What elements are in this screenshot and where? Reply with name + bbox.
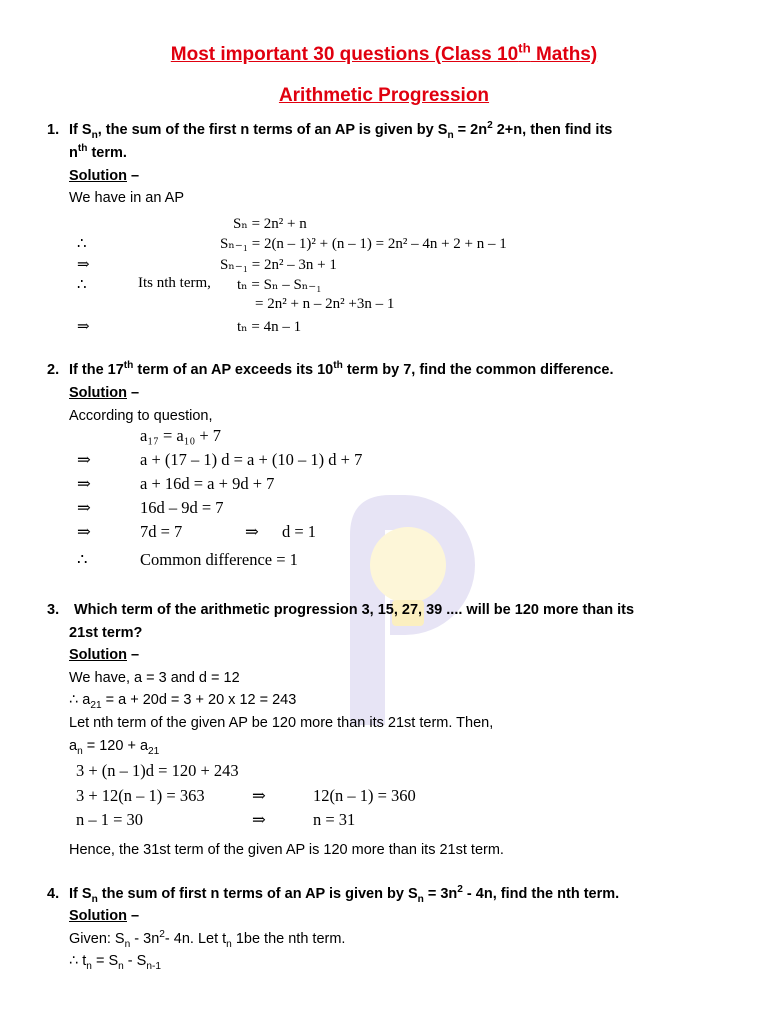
math-line: d = 1 (282, 522, 317, 541)
solution-text: We have in an AP (69, 190, 185, 206)
solution-conclusion: Hence, the 31st term of the given AP is 120 more than its 21st term. (69, 842, 504, 858)
implies-symbol: ⇒ (77, 522, 91, 541)
implies-symbol: ⇒ (245, 522, 259, 541)
solution-text: Given: $S_n - 3n^2-$ 4n. Let $t_n$ 1be the nth term. (69, 929, 346, 950)
therefore-symbol: ∴ (77, 277, 87, 293)
question-number: 2. (47, 362, 60, 378)
page-title: Most important 30 questions (Class 10th Maths) (170, 40, 598, 65)
solution-text: $a_n = 120 + a_{21}$ (69, 738, 160, 757)
implies-symbol: ⇒ (77, 474, 91, 493)
question-number: 4. (47, 886, 60, 902)
math-line: 3 + 12(n – 1) = 363 (76, 786, 205, 805)
implies-symbol: ⇒ (77, 257, 90, 273)
question-1-text-cont: $n^{th}$ term. (69, 143, 127, 161)
question-number: 3. (47, 602, 60, 618)
solution-text: ∴ $t_n = S_n - S_{n-1}$ (69, 953, 161, 972)
question-3-text-cont: 21st term? (69, 625, 143, 641)
solution-text: ∴ $a_{21} = a + 20d = 3 + 20$ x 12 = 243 (69, 692, 297, 711)
math-line: a + (17 – 1) d = a + (10 – 1) d + 7 (140, 450, 363, 469)
solution-label: Solution – (69, 385, 140, 401)
page-subtitle: Arithmetic Progression (278, 85, 490, 106)
implies-symbol: ⇒ (252, 786, 266, 805)
question-4-text: If $S_n$ the sum of first n terms of an AP is given by $S_n = 3n^2 - 4n$, find the nth term. (69, 884, 620, 905)
math-line: 16d – 9d = 7 (140, 498, 224, 517)
math-line: n – 1 = 30 (76, 810, 144, 829)
solution-label: Solution – (69, 647, 140, 663)
math-line: tₙ = 4n – 1 (237, 319, 302, 335)
implies-symbol: ⇒ (77, 450, 91, 469)
math-line: 7d = 7 (140, 522, 183, 541)
math-line: tₙ = Sₙ – Sₙ₋₁ (237, 277, 322, 293)
math-line: Sₙ₋₁ = 2(n – 1)² + (n – 1) = 2n² – 4n + 2 + n – 1 (220, 236, 507, 252)
implies-symbol: ⇒ (252, 810, 266, 829)
math-line: Sₙ = 2n² + n (233, 216, 307, 232)
solution-text: Let nth term of the given AP be 120 more than its 21st term. Then, (69, 715, 494, 731)
solution-label: Solution – (69, 908, 140, 924)
question-number: 1. (47, 122, 60, 138)
math-line: n = 31 (313, 810, 356, 829)
question-1-text: If $S_n$, the sum of the first n terms of an AP is given by $S_n = 2n^2$ 2+n, then find its (69, 120, 613, 141)
watermark-logo-icon (330, 475, 480, 725)
therefore-symbol: ∴ (77, 550, 88, 569)
implies-symbol: ⇒ (77, 319, 90, 335)
solution-label: Solution – (69, 168, 140, 184)
math-line: = 2n² + n – 2n² +3n – 1 (255, 296, 395, 312)
math-line: a₁₇ = a₁₀ + 7 (140, 426, 222, 445)
question-2-text: If the 17th term of an AP exceeds its 10th term by 7, find the common difference. (69, 360, 614, 378)
math-line: Sₙ₋₁ = 2n² – 3n + 1 (220, 257, 337, 273)
question-3-text: Which term of the arithmetic progression 3, 15, 27, 39 .... will be 120 more than its (74, 602, 635, 618)
solution-text: According to question, (69, 408, 213, 424)
math-line: 12(n – 1) = 360 (313, 786, 416, 805)
math-line: Common difference = 1 (140, 550, 298, 569)
therefore-symbol: ∴ (77, 236, 87, 252)
math-line: 3 + (n – 1)d = 120 + 243 (76, 761, 239, 780)
math-line: a + 16d = a + 9d + 7 (140, 474, 275, 493)
math-label: Its nth term, (138, 275, 211, 291)
implies-symbol: ⇒ (77, 498, 91, 517)
solution-text: We have, a = 3 and d = 12 (69, 670, 240, 686)
